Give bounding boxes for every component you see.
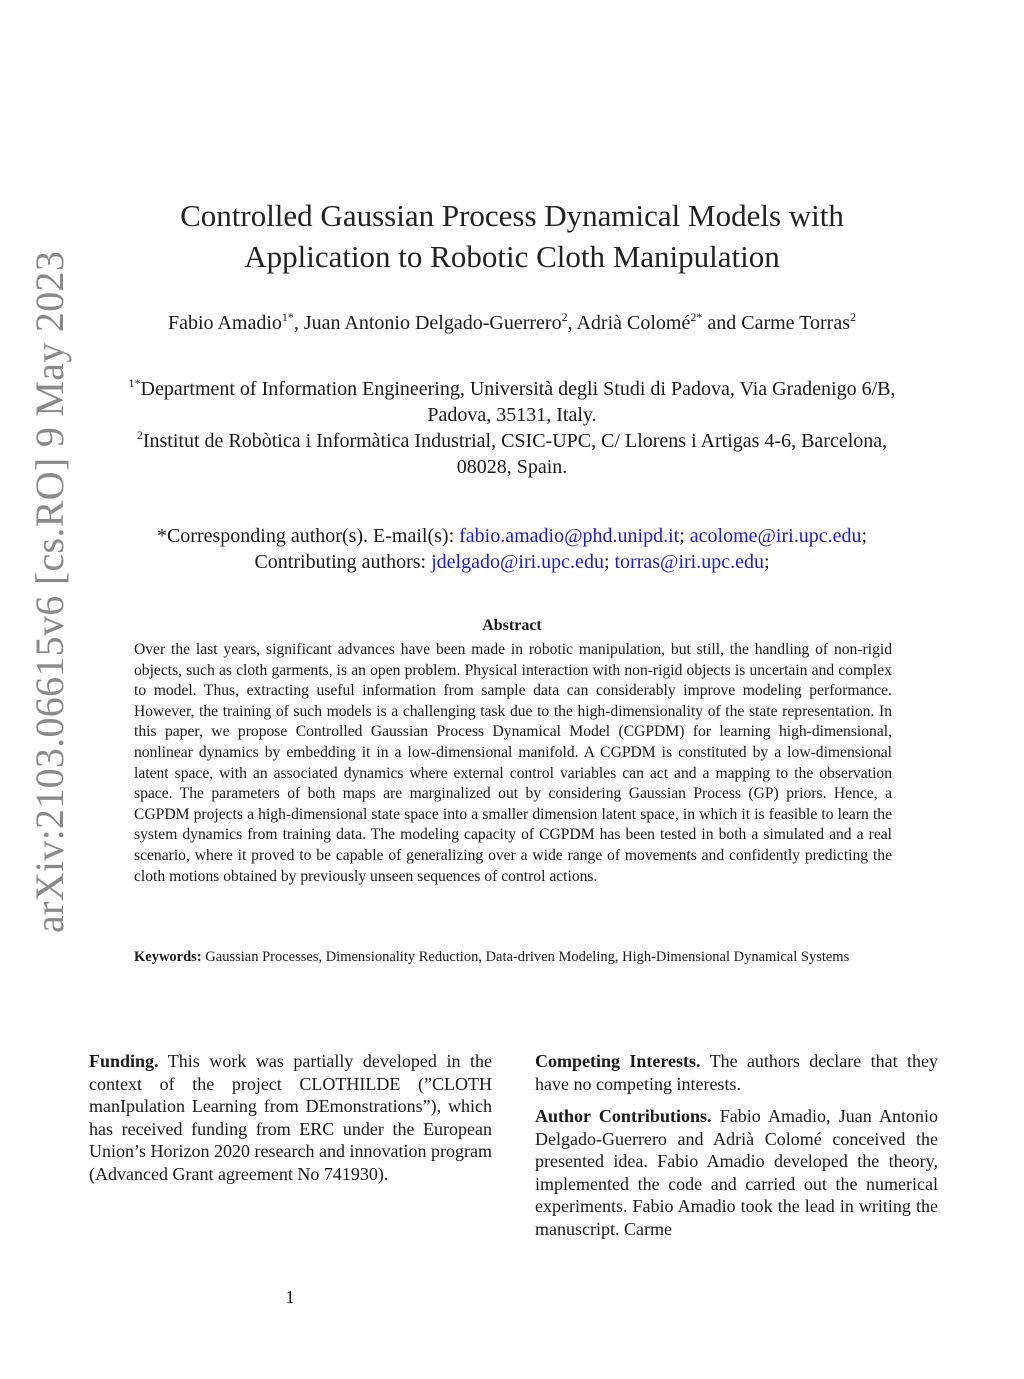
affiliations xyxy=(110,376,914,480)
separator: ; xyxy=(861,525,868,547)
author-name: , Juan Antonio Delgado-Guerrero xyxy=(293,312,562,334)
corresponding-prefix: *Corresponding author(s). E-mail(s): xyxy=(156,525,460,547)
contributions-paragraph xyxy=(535,1105,938,1240)
keywords xyxy=(134,948,892,967)
email-link[interactable]: acolome@iri.upc.edu xyxy=(689,525,862,547)
title-line-1: Controlled Gaussian Process Dynamical Models with xyxy=(180,198,844,233)
contributing-line xyxy=(100,549,924,575)
affiliation-mark: 1* xyxy=(128,376,141,390)
author-affiliation-mark: 2 xyxy=(850,310,856,324)
page-number: 1 xyxy=(285,1287,295,1307)
funding-paragraph xyxy=(89,1050,492,1185)
author-affiliation-mark: 1* xyxy=(281,310,294,324)
email-link[interactable]: torras@iri.upc.edu xyxy=(614,551,764,573)
corresponding-line xyxy=(100,523,924,549)
funding-label: Funding. xyxy=(89,1051,159,1071)
contributing-prefix: Contributing authors: xyxy=(254,551,432,573)
email-link[interactable]: fabio.amadio@phd.unipd.it xyxy=(459,525,680,547)
affiliation-text: Institut de Robòtica i Informàtica Industrial, CSIC-UPC, C/ Llorens i Artigas 4-6, Barcelona, 08028, Spain. xyxy=(142,430,888,478)
right-column xyxy=(535,1050,938,1250)
affiliation-2 xyxy=(110,428,914,480)
competing-paragraph xyxy=(535,1050,938,1095)
affiliation-text: Department of Information Engineering, Università degli Studi di Padova, Via Gradenigo 6/B, Padova, 35131, Italy. xyxy=(140,378,896,426)
left-column xyxy=(89,1050,492,1195)
affiliation-mark: 2 xyxy=(136,428,143,442)
arxiv-identifier-stamp: arXiv:2103.06615v6 [cs.RO] 9 May 2023 xyxy=(27,250,72,933)
abstract-body: Over the last years, significant advances have been made in robotic manipulation, but still, the handling of non-rigid objects, such as cloth garments, is an open problem. Physical interaction with non-rigid objects is uncertain and complex to model. Thus, extracting useful information from sample data can considerably improve modeling performance. However, the training of such models is a challenging task due to the high-dimensionality of the state representation. In this paper, we propose Controlled Gaussian Process Dynamical Model (CGPDM) for learning high-dimensional, nonlinear dynamics by embedding it in a low-dimensional manifold. A CGPDM is constituted by a low-dimensional latent space, with an associated dynamics where external control variables can act and a mapping to the observation space. The parameters of both maps are marginalized out by considering Gaussian Process (GP) priors. Hence, a CGPDM projects a high-dimensional state space into a smaller dimension latent space, in which it is feasible to learn the system dynamics from training data. The modeling capacity of CGPDM has been tested in both a simulated and a real scenario, where it proved to be capable of generalizing over a wide range of movements and confidently predicting the cloth motions obtained by previously unseen sequences of control actions. xyxy=(134,641,892,885)
author-list xyxy=(110,310,914,337)
correspondence-block xyxy=(100,523,924,575)
keywords-label: Keywords: xyxy=(134,949,202,965)
separator: ; xyxy=(679,525,690,547)
email-link[interactable]: jdelgado@iri.upc.edu xyxy=(431,551,604,573)
competing-label: Competing Interests. xyxy=(535,1051,701,1071)
keywords-text: Gaussian Processes, Dimensionality Reduction, Data-driven Modeling, High-Dimensional Dynamical Systems xyxy=(201,949,850,965)
author-name: Fabio Amadio xyxy=(167,312,282,334)
contributions-label: Author Contributions. xyxy=(535,1106,712,1126)
contributions-text: Fabio Amadio, Juan Antonio Delgado-Guerrero and Adrià Colomé conceived the presented idea. Fabio Amadio developed the theory, implemented the code and carried out the numerical experiments. Fabio Amadio took the lead in writing the manuscript. Carme xyxy=(535,1106,938,1239)
affiliation-1 xyxy=(110,376,914,428)
author-affiliation-mark: 2 xyxy=(561,310,568,324)
competing-text: The authors declare that they have no competing interests. xyxy=(535,1051,938,1094)
title-line-2: Application to Robotic Cloth Manipulation xyxy=(244,239,780,274)
author-name: and Carme Torras xyxy=(702,312,850,334)
author-name: , Adrià Colomé xyxy=(567,312,691,334)
paper-title xyxy=(120,195,904,277)
author-affiliation-mark: 2* xyxy=(690,310,703,324)
abstract-heading: Abstract xyxy=(482,617,542,634)
separator: ; xyxy=(763,551,770,573)
funding-text: This work was partially developed in the context of the project CLOTHILDE (”CLOTH manIpulation Learning from DEmonstrations”), which has received funding from ERC under the European Union’s Horizon 2020 research and innovation program (Advanced Grant agreement No 741930). xyxy=(89,1051,492,1184)
separator: ; xyxy=(603,551,615,573)
